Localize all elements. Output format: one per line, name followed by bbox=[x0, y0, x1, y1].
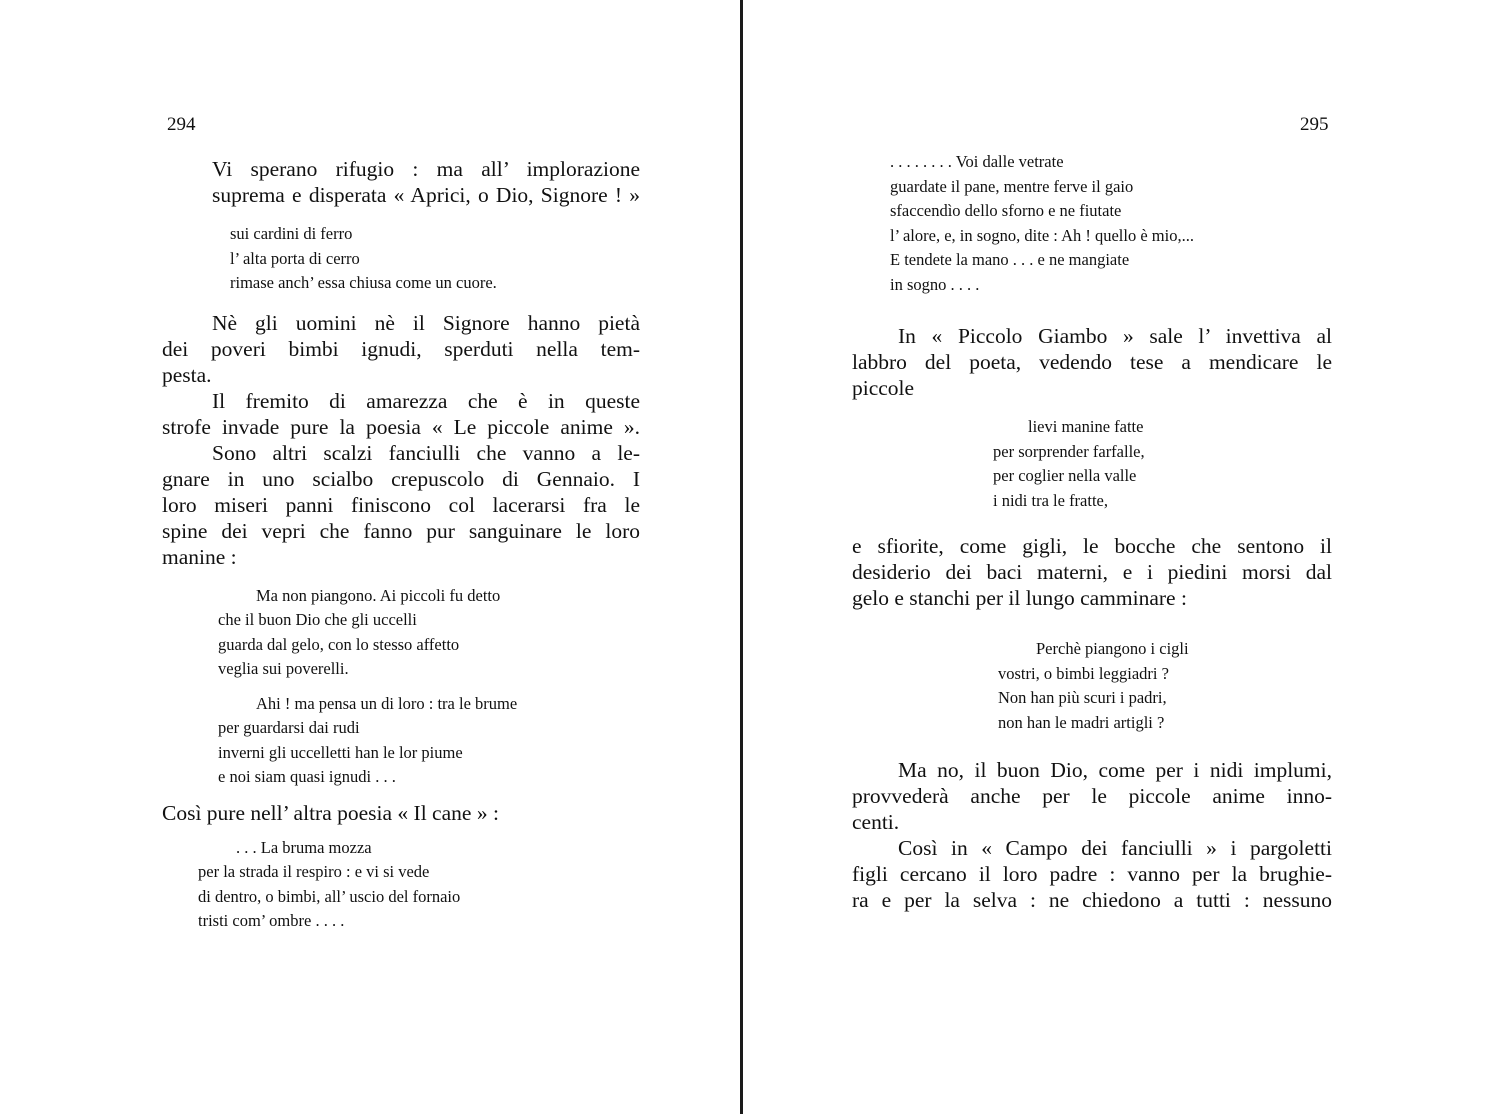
verse-stanza bbox=[993, 415, 1332, 513]
text-line: gelo e stanchi per il lungo camminare : bbox=[852, 586, 1187, 610]
verse-line: l’ alta porta di cerro bbox=[230, 248, 360, 268]
text-line: suprema e disperata « Aprici, o Dio, Signore ! » bbox=[212, 183, 640, 207]
paragraph bbox=[162, 388, 640, 440]
text-line: centi. bbox=[852, 810, 900, 834]
verse-line: tristi com’ ombre . . . . bbox=[198, 911, 345, 930]
verse-stanza bbox=[198, 836, 640, 934]
verse-stanza bbox=[218, 584, 640, 682]
verse-line: vostri, o bimbi leggiadri ? bbox=[998, 663, 1169, 683]
text-line: piccole bbox=[852, 376, 915, 400]
verse-line: per sorprender farfalle, bbox=[993, 441, 1145, 461]
verse-line: veglia sui poverelli. bbox=[218, 659, 349, 678]
verse-stanza bbox=[230, 222, 640, 296]
text-line: desiderio dei baci materni, e i piedini morsi dal bbox=[852, 560, 1332, 584]
verse-line: l’ alore, e, in sogno, dite : Ah ! quello è mio,... bbox=[890, 225, 1194, 245]
text-line: gnare in uno scialbo crepuscolo di Gennaio. I bbox=[162, 466, 640, 491]
text-line: Sono altri scalzi fanciulli che vanno a le- bbox=[212, 440, 640, 465]
verse-line: sui cardini di ferro bbox=[230, 224, 353, 243]
paragraph bbox=[852, 533, 1332, 611]
text-line: ra e per la selva : ne chiedono a tutti : nessuno bbox=[852, 888, 1332, 912]
text-line: Ma no, il buon Dio, come per i nidi implumi, bbox=[898, 758, 1332, 782]
verse-line: e noi siam quasi ignudi . . . bbox=[218, 767, 396, 786]
text-line: dei poveri bimbi ignudi, sperduti nella tem- bbox=[162, 336, 640, 361]
text-line: figli cercano il loro padre : vanno per la brughie- bbox=[852, 862, 1332, 886]
verse-line: che il buon Dio che gli uccelli bbox=[218, 610, 417, 629]
text-line: Vi sperano rifugio : ma all’ implorazione bbox=[212, 157, 640, 181]
verse-line: per guardarsi dai rudi bbox=[218, 718, 360, 737]
verse-line: . . . . . . . . Voi dalle vetrate bbox=[890, 152, 1064, 171]
verse-line: inverni gli uccelletti han le lor piume bbox=[218, 742, 463, 762]
text-line: provvederà anche per le piccole anime inno- bbox=[852, 784, 1332, 808]
page-number: 295 bbox=[1300, 114, 1329, 135]
paragraph bbox=[162, 156, 640, 208]
page-number: 294 bbox=[167, 114, 196, 135]
text-line: Nè gli uomini nè il Signore hanno pietà bbox=[212, 310, 640, 335]
text-line: Il fremito di amarezza che è in queste bbox=[212, 388, 640, 413]
text-line: labbro del poeta, vedendo tese a mendicare le bbox=[852, 350, 1332, 374]
paragraph bbox=[852, 323, 1332, 401]
verse-line: guardate il pane, mentre ferve il gaio bbox=[890, 176, 1134, 196]
paragraph bbox=[162, 800, 640, 826]
verse-line: di dentro, o bimbi, all’ uscio del fornaio bbox=[198, 886, 461, 906]
verse-line: Ahi ! ma pensa un di loro : tra le brume bbox=[256, 693, 518, 713]
verse-line: guarda dal gelo, con lo stesso affetto bbox=[218, 634, 460, 654]
paragraph bbox=[162, 440, 640, 570]
left-page bbox=[0, 0, 740, 1114]
verse-line: lievi manine fatte bbox=[1028, 417, 1144, 436]
text-line: loro miseri panni finiscono col lacerarsi fra le bbox=[162, 492, 640, 517]
verse-stanza bbox=[218, 692, 640, 790]
left-text-column bbox=[162, 156, 640, 934]
verse-stanza bbox=[890, 150, 1332, 297]
text-line: e sfiorite, come gigli, le bocche che sentono il bbox=[852, 534, 1332, 558]
text-line: Così in « Campo dei fanciulli » i pargoletti bbox=[898, 836, 1332, 860]
right-text-column bbox=[852, 150, 1332, 913]
paragraph bbox=[852, 835, 1332, 913]
verse-line: . . . La bruma mozza bbox=[236, 837, 372, 857]
text-line: manine : bbox=[162, 544, 237, 569]
text-line: pesta. bbox=[162, 362, 212, 387]
verse-line: per la strada il respiro : e vi si vede bbox=[198, 862, 430, 881]
verse-line: in sogno . . . . bbox=[890, 274, 980, 294]
verse-line: Non han più scuri i padri, bbox=[998, 688, 1167, 707]
text-line: In « Piccolo Giambo » sale l’ invettiva al bbox=[898, 324, 1332, 348]
verse-stanza bbox=[998, 637, 1332, 735]
verse-line: non han le madri artigli ? bbox=[998, 712, 1165, 732]
text-line: strofe invade pure la poesia « Le piccole anime ». bbox=[162, 414, 640, 439]
paragraph bbox=[852, 757, 1332, 835]
right-page bbox=[743, 0, 1500, 1114]
verse-line: sfaccendìo dello sforno e ne fiutate bbox=[890, 201, 1122, 220]
paragraph bbox=[162, 310, 640, 388]
text-line: spine dei vepri che fanno pur sanguinare le loro bbox=[162, 518, 640, 543]
verse-line: Perchè piangono i cigli bbox=[1036, 639, 1189, 658]
verse-line: Ma non piangono. Ai piccoli fu detto bbox=[256, 585, 501, 605]
text-line: Così pure nell’ altra poesia « Il cane » : bbox=[162, 800, 499, 825]
verse-line: i nidi tra le fratte, bbox=[993, 490, 1108, 510]
verse-line: E tendete la mano . . . e ne mangiate bbox=[890, 250, 1130, 269]
verse-line: rimase anch’ essa chiusa come un cuore. bbox=[230, 273, 497, 292]
verse-line: per coglier nella valle bbox=[993, 466, 1137, 485]
